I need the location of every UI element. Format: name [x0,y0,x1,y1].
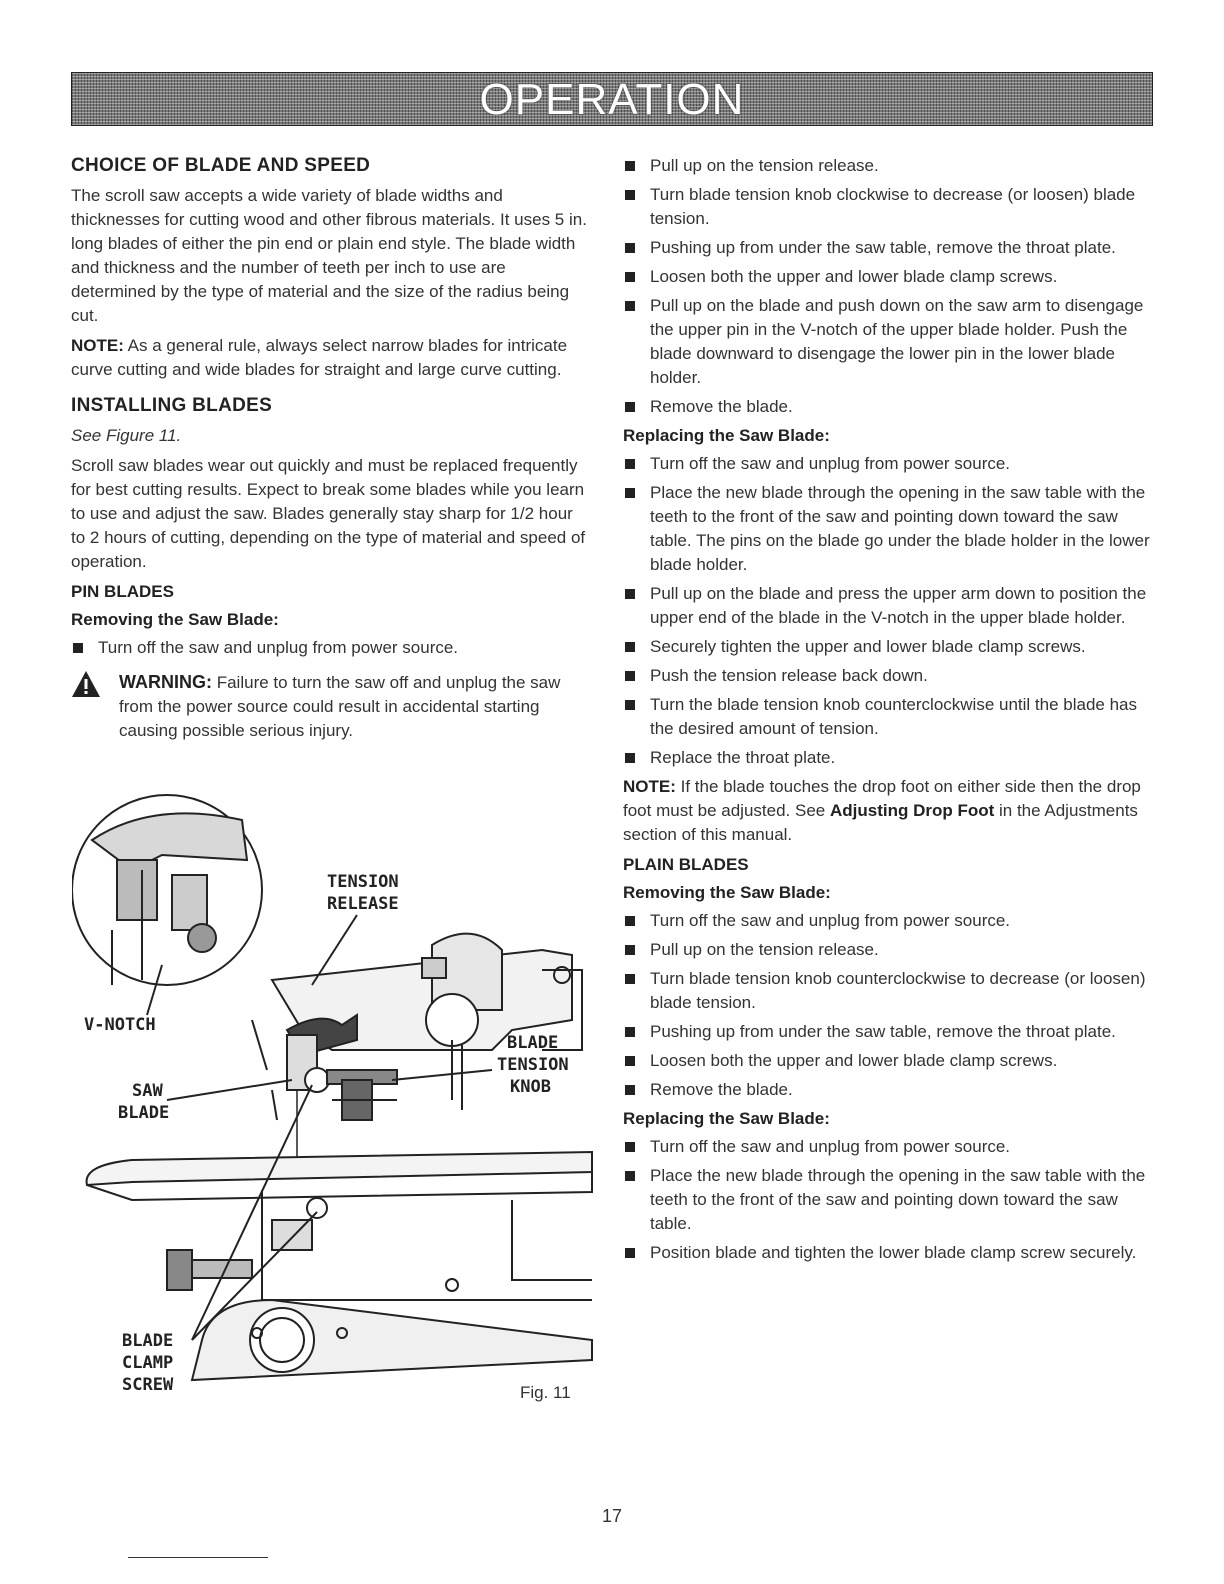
list-item-text: Push the tension release back down. [650,666,928,685]
list-item [623,1241,1153,1265]
bullet-icon [625,700,635,710]
tension-release-label-line2: RELEASE [327,894,399,914]
tension-release-label-line1: TENSION [327,872,399,892]
bullet-icon [625,488,635,498]
bullet-icon [625,272,635,282]
installing-paragraph: Scroll saw blades wear out quickly and must be replaced frequently for best cutting results. Expect to break some blades while you learn to use and adjust the saw. Blades generally stay sharp for 1/2 hour to 2 hours of cutting, depending on the type of material and speed of operation. [71,456,586,571]
list-item [623,1078,1153,1102]
pin-replacing-heading: Replacing the Saw Blade: [623,426,830,445]
plain-replacing-list [623,1135,1153,1265]
list-item-text: Pull up on the tension release. [650,156,879,175]
list-item-text: Pull up on the blade and push down on the saw arm to disengage the upper pin in the V-notch of the upper blade holder. Push the blade downward to disengage the lower pin in the lower blade holder. [650,296,1144,387]
list-item [623,236,1153,260]
list-item [623,1049,1153,1073]
warning-label: WARNING: [119,672,212,692]
v-notch-label: V-NOTCH [84,1015,156,1035]
list-item-text: Securely tighten the upper and lower blade clamp screws. [650,637,1086,656]
bullet-icon [625,974,635,984]
note-reference: Adjusting Drop Foot [829,801,995,820]
list-item-text: Turn blade tension knob counterclockwise to decrease (or loosen) blade tension. [650,969,1146,1012]
plain-blades-heading: PLAIN BLADES [623,855,749,874]
bullet-icon [625,190,635,200]
list-item-text: Loosen both the upper and lower blade clamp screws. [650,1051,1058,1070]
bullet-icon [625,753,635,763]
blade-clamp-screw-label-line2: CLAMP [122,1353,174,1373]
list-item-text: Turn blade tension knob clockwise to decrease (or loosen) blade tension. [650,185,1136,228]
list-item [623,183,1153,231]
blade-clamp-screw-label-line1: BLADE [122,1331,174,1351]
footer-rule [128,1557,268,1558]
bullet-icon [625,589,635,599]
list-item-text: Pushing up from under the saw table, remove the throat plate. [650,1022,1116,1041]
bullet-icon [73,643,83,653]
list-item-text: Position blade and tighten the lower blade clamp screw securely. [650,1243,1137,1262]
list-item-text: Place the new blade through the opening in the saw table with the teeth to the front of the saw and pointing down toward the saw table. [650,1166,1146,1233]
plain-removing-list [623,909,1153,1102]
drop-foot-note [623,775,1153,847]
bullet-icon [625,161,635,171]
list-item [623,1135,1153,1159]
list-item-text: Turn off the saw and unplug from power source. [98,638,459,657]
blade-tension-knob-label-line3: KNOB [510,1077,551,1097]
figure-11-illustration [72,780,602,1420]
list-item [623,265,1153,289]
bullet-icon [625,301,635,311]
list-item-text: Pull up on the tension release. [650,940,879,959]
bullet-icon [625,916,635,926]
left-column [71,154,591,743]
right-column [623,154,1153,1270]
bullet-icon [625,671,635,681]
pin-removing-list [623,154,1153,419]
saw-blade-label-line2: BLADE [118,1103,170,1123]
blade-clamp-screw-label-line3: SCREW [122,1375,174,1395]
bullet-icon [625,243,635,253]
installing-heading: INSTALLING BLADES [71,395,273,416]
bullet-icon [625,1027,635,1037]
list-item-text: Turn off the saw and unplug from power source. [650,1137,1011,1156]
choice-heading: CHOICE OF BLADE AND SPEED [71,155,371,176]
note-text-a: If the blade touches the drop foot on either side then the drop foot must be adjusted. See [623,777,1141,820]
page-number: 17 [601,1506,623,1526]
removing-heading: Removing the Saw Blade: [71,610,279,629]
bullet-icon [625,1085,635,1095]
list-item [623,693,1153,741]
list-item [623,664,1153,688]
list-item [623,582,1153,630]
pin-replacing-list [623,452,1153,770]
list-item [623,635,1153,659]
section-banner [71,72,1153,126]
figure-caption: Fig. 11 [520,1383,571,1402]
warning-block [71,670,591,743]
list-item [623,294,1153,390]
list-item [623,154,1153,178]
list-item [623,395,1153,419]
bullet-icon [625,459,635,469]
bullet-icon [625,1142,635,1152]
note-label: NOTE: [623,777,676,796]
figure-reference: See Figure 11. [71,426,182,445]
warning-icon [71,670,101,698]
pin-blades-heading: PIN BLADES [71,582,174,601]
list-item-text: Pull up on the blade and press the upper arm down to position the upper end of the blade in the V-notch in the upper blade holder. [650,584,1147,627]
list-item-text: Remove the blade. [650,1080,793,1099]
section-title: OPERATION [479,75,745,124]
note-text-b: in the Adjustments section of this manual. [623,801,1138,844]
list-item-text: Pushing up from under the saw table, remove the throat plate. [650,238,1116,257]
list-item-text: Turn off the saw and unplug from power source. [650,911,1011,930]
list-item [623,452,1153,476]
bullet-icon [625,1056,635,1066]
list-item [623,481,1153,577]
choice-paragraph: The scroll saw accepts a wide variety of blade widths and thicknesses for cutting wood and other fibrous materials. It uses 5 in. long blades of either the pin end or plain end style. The blade width and thickness and the number of teeth per inch to use are determined by the type of material and the size of the radius being cut. [71,186,587,325]
list-item [623,909,1153,933]
warning-text: Failure to turn the saw off and unplug the saw from the power source could result in accidental starting causing possible serious injury. [119,673,561,740]
list-item-text: Place the new blade through the opening in the saw table with the teeth to the front of the saw and pointing down toward the saw table. The pins on the blade go under the blade holder in the lower blade holder. [650,483,1150,574]
blade-tension-knob-label-line2: TENSION [497,1055,569,1075]
list-item [623,967,1153,1015]
list-item-text: Turn off the saw and unplug from power source. [650,454,1011,473]
list-item [623,746,1153,770]
list-item [623,1020,1153,1044]
plain-replacing-heading: Replacing the Saw Blade: [623,1109,830,1128]
bullet-icon [625,1248,635,1258]
note-text: As a general rule, always select narrow blades for intricate curve cutting and wide blades for straight and large curve cutting. [71,336,568,379]
saw-blade-label-line1: SAW [132,1081,163,1101]
list-item-text: Loosen both the upper and lower blade clamp screws. [650,267,1058,286]
list-item-text: Turn the blade tension knob counterclockwise until the blade has the desired amount of tension. [650,695,1138,738]
list-item-text: Remove the blade. [650,397,793,416]
list-item [623,938,1153,962]
blade-tension-knob-label-line1: BLADE [507,1033,559,1053]
bullet-icon [625,1171,635,1181]
removing-list [71,636,591,660]
note-label: NOTE: [71,336,124,355]
choice-note [71,334,591,382]
list-item [623,1164,1153,1236]
list-item-text: Replace the throat plate. [650,748,836,767]
list-item [71,636,591,660]
plain-removing-heading: Removing the Saw Blade: [623,883,831,902]
bullet-icon [625,945,635,955]
bullet-icon [625,642,635,652]
bullet-icon [625,402,635,412]
